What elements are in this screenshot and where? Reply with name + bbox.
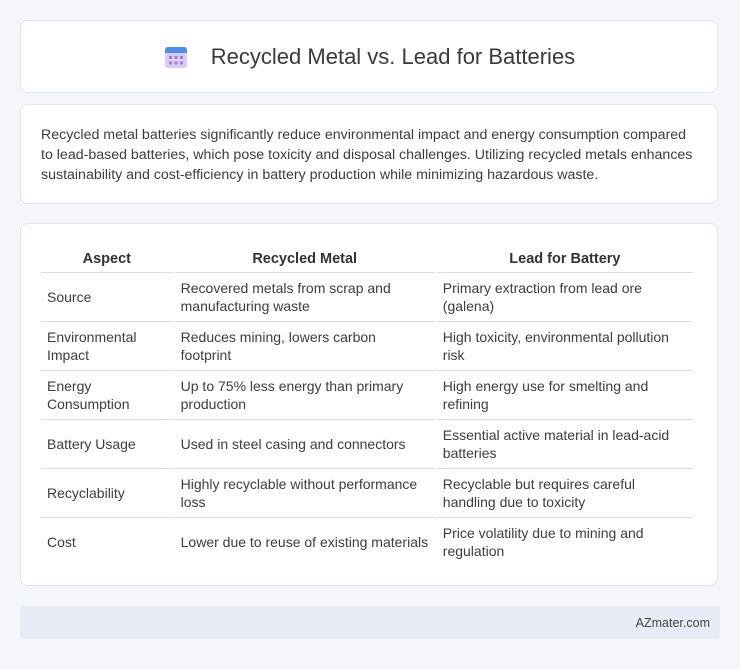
cell-lead-for-battery: High toxicity, environmental pollution risk	[437, 322, 693, 371]
table-header-row	[41, 244, 693, 273]
footer	[20, 606, 720, 639]
summary-text: Recycled metal batteries significantly reduce environmental impact and energy consumption compared to lead-based batteries, which pose toxicity and disposal challenges. Utilizing recycled metals enhances sustainability and cost-efficiency in battery production while minimizing hazardous waste.	[41, 127, 693, 183]
footer-site-link[interactable]: AZmater.com	[635, 615, 710, 630]
table-row	[41, 371, 693, 420]
page-title: Recycled Metal vs. Lead for Batteries	[210, 43, 576, 69]
cell-aspect: Energy Consumption	[41, 371, 173, 420]
cell-aspect: Environmental Impact	[41, 322, 173, 371]
cell-aspect: Source	[41, 273, 173, 322]
cell-lead-for-battery: Primary extraction from lead ore (galena)	[437, 273, 693, 322]
header-aspect: Aspect	[41, 244, 173, 273]
table-row	[41, 518, 693, 566]
cell-recycled-metal: Lower due to reuse of existing materials	[180, 534, 429, 550]
cell-lead-for-battery: Essential active material in lead-acid batteries	[437, 420, 693, 469]
calendar-icon	[163, 44, 189, 70]
comparison-table	[39, 244, 695, 566]
header-recycled-metal: Recycled Metal	[175, 244, 435, 273]
header-lead-for-battery: Lead for Battery	[437, 244, 693, 273]
header-card	[20, 20, 718, 93]
cell-recycled-metal: Up to 75% less energy than primary production	[175, 371, 435, 420]
table-row	[41, 322, 693, 371]
cell-aspect: Cost	[47, 534, 76, 550]
table-row	[41, 469, 693, 518]
cell-aspect: Recyclability	[41, 469, 173, 518]
cell-lead-for-battery: Recyclable but requires careful handling due to toxicity	[437, 469, 693, 518]
cell-recycled-metal: Reduces mining, lowers carbon footprint	[175, 322, 435, 371]
cell-recycled-metal: Recovered metals from scrap and manufacturing waste	[175, 273, 435, 322]
comparison-table-card	[20, 223, 718, 586]
summary-card	[20, 104, 718, 204]
table-row	[41, 420, 693, 469]
cell-recycled-metal: Used in steel casing and connectors	[175, 420, 435, 469]
table-row	[41, 273, 693, 322]
cell-recycled-metal: Highly recyclable without performance loss	[175, 469, 435, 518]
cell-lead-for-battery: High energy use for smelting and refining	[437, 371, 693, 420]
cell-aspect: Battery Usage	[41, 420, 173, 469]
cell-lead-for-battery: Price volatility due to mining and regulation	[442, 525, 644, 559]
